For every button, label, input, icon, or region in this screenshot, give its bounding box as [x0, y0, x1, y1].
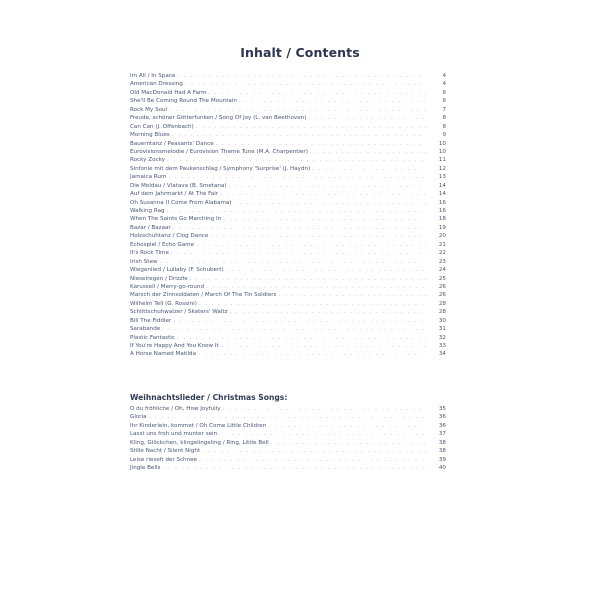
toc-entry-title: Im All / In Space: [130, 73, 176, 79]
toc-entry-page-number: 4: [442, 73, 446, 79]
toc-entry-title: Lasst uns froh und munter sein: [130, 431, 218, 438]
toc-entry: [130, 413, 446, 421]
dot-leader: [173, 317, 426, 325]
dot-leader: [234, 199, 426, 207]
toc-entry-title: Wiegenlied / Lullaby (F. Schubert): [130, 267, 224, 274]
toc-entry: [130, 215, 446, 223]
dot-leader: [177, 72, 426, 80]
toc-entry-page-number: 40: [438, 465, 446, 472]
dot-leader: [206, 283, 426, 291]
toc-entry: [130, 72, 446, 80]
toc-entry-page-number: 37: [438, 431, 446, 438]
page-title: Inhalt / Contents: [240, 45, 360, 60]
toc-entry-page-number: 36: [438, 422, 446, 429]
toc-entry-title: Plastic Fantastic: [130, 334, 175, 341]
dot-leader: [149, 413, 426, 421]
dot-leader: [171, 249, 426, 257]
toc-entry-title: Leise rieselt der Schnee: [130, 456, 197, 463]
toc-entry: [130, 232, 446, 240]
toc-entry-title: Kling, Glöckchen, klingelingeling / Ring, Little Bell: [130, 439, 269, 446]
toc-entry-page-number: 30: [438, 317, 446, 324]
dot-leader: [223, 405, 426, 413]
dot-leader: [312, 165, 426, 173]
toc-entry: [130, 148, 446, 156]
toc-entry: [130, 224, 446, 232]
toc-entry: [130, 140, 446, 148]
toc-entry-title: Freude, schöner Götterfunken / Song Of Joy (L. van Beethoven): [130, 115, 307, 122]
toc-entry: [130, 89, 446, 97]
toc-entry-page-number: 28: [438, 300, 446, 307]
dot-leader: [169, 106, 426, 114]
toc-entry: [130, 182, 446, 190]
toc-entry: [130, 325, 446, 333]
toc-entry-page-number: 14: [438, 182, 446, 189]
dot-leader: [210, 232, 426, 240]
toc-entry: [130, 106, 446, 114]
toc-entry-page-number: 32: [438, 334, 446, 341]
toc-entry-title: It's Rock Time: [130, 250, 169, 257]
toc-entry-page-number: 10: [438, 148, 446, 155]
dot-leader: [220, 190, 426, 198]
toc-entry-page-number: 28: [438, 309, 446, 316]
toc-entry-page-number: 8: [442, 123, 446, 130]
toc-entry: [130, 165, 446, 173]
toc-entry: [130, 456, 446, 464]
toc-entry: [130, 317, 446, 325]
toc-entry-title: A Horse Named Matilda: [130, 351, 197, 358]
toc-entry: [130, 422, 446, 430]
toc-entry: [130, 207, 446, 215]
toc-entry-page-number: 36: [438, 414, 446, 421]
toc-entry-title: Gloria: [130, 414, 147, 421]
toc-entry-title: Stille Nacht / Silent Night: [130, 448, 201, 455]
toc-entry: [130, 266, 446, 274]
dot-leader: [168, 173, 426, 181]
toc-entry-title: O du fröhliche / Oh, How Joyfully: [130, 406, 221, 412]
toc-entry: [130, 464, 446, 472]
toc-entry-title: Bill The Fiddler: [130, 317, 172, 324]
toc-entry-page-number: 8: [442, 115, 446, 122]
toc-entry-page-number: 24: [438, 267, 446, 274]
toc-entry-page-number: 23: [438, 258, 446, 265]
dot-leader: [167, 156, 426, 164]
christmas-section-heading: Weihnachtslieder / Christmas Songs:: [130, 393, 288, 402]
dot-leader: [196, 123, 426, 131]
toc-entry-page-number: 38: [438, 439, 446, 446]
toc-entry-page-number: 7: [442, 106, 446, 113]
toc-entry-page-number: 11: [438, 157, 446, 164]
toc-entry-title: Rocky Zocky: [130, 157, 165, 164]
toc-entry-title: Nieselregen / Drizzle: [130, 275, 188, 282]
toc-entry: [130, 249, 446, 257]
dot-leader: [198, 350, 426, 358]
dot-leader: [167, 207, 426, 215]
dot-leader: [190, 275, 426, 283]
toc-entry: [130, 156, 446, 164]
toc-entry-page-number: 9: [442, 132, 446, 139]
toc-entry-page-number: 26: [438, 283, 446, 290]
toc-entry-page-number: 18: [438, 216, 446, 223]
toc-entry-title: Rock My Soul: [130, 106, 168, 113]
toc-entry: [130, 405, 446, 413]
toc-entry-title: Ihr Kinderlein, kommet / Oh Come Little Children: [130, 422, 267, 429]
toc-entry: [130, 283, 446, 291]
toc-entry-page-number: 10: [438, 140, 446, 147]
contents-list: [130, 72, 446, 359]
toc-entry: [130, 131, 446, 139]
dot-leader: [219, 430, 426, 438]
toc-entry-title: Karussell / Merry-go-round: [130, 283, 204, 290]
dot-leader: [268, 422, 426, 430]
toc-entry-title: Holzschuhtanz / Clog Dance: [130, 233, 209, 240]
toc-entry: [130, 300, 446, 308]
toc-entry-page-number: 38: [438, 448, 446, 455]
dot-leader: [230, 308, 426, 316]
dot-leader: [209, 89, 426, 97]
dot-leader: [160, 258, 426, 266]
dot-leader: [173, 224, 426, 232]
toc-entry: [130, 80, 446, 88]
toc-entry-title: Morning Blues: [130, 132, 170, 139]
toc-entry-page-number: 19: [438, 224, 446, 231]
dot-leader: [162, 464, 426, 472]
toc-entry-page-number: 13: [438, 174, 446, 181]
dot-leader: [221, 342, 426, 350]
toc-entry-page-number: 16: [438, 208, 446, 214]
toc-entry-title: Auf dem Jahrmarkt / At The Fair: [130, 191, 219, 198]
christmas-contents-list: [130, 405, 446, 473]
dot-leader: [223, 215, 426, 223]
toc-entry-page-number: 33: [438, 343, 446, 349]
dot-leader: [185, 80, 426, 88]
toc-entry-title: Die Moldau / Vlatava (B. Smetana): [130, 182, 227, 189]
toc-entry-title: If You're Happy And You Know It: [130, 343, 219, 349]
toc-entry: [130, 350, 446, 358]
toc-entry: [130, 199, 446, 207]
toc-entry: [130, 439, 446, 447]
toc-entry-page-number: 4: [442, 81, 446, 88]
toc-entry-page-number: 6: [442, 89, 446, 96]
dot-leader: [308, 114, 426, 122]
toc-entry-title: Eurovisionsmelodie / Eurovision Theme Tune (M.A. Charpentier): [130, 148, 308, 155]
dot-leader: [271, 439, 426, 447]
toc-entry-title: Bauerntanz / Peasants' Dance: [130, 140, 214, 147]
dot-leader: [199, 456, 426, 464]
toc-entry: [130, 97, 446, 105]
toc-entry-title: Can Can (J. Offenbach): [130, 123, 194, 130]
toc-entry-title: Echospiel / Echo Game: [130, 241, 195, 248]
dot-leader: [216, 140, 426, 148]
toc-entry-title: Jingle Bells: [130, 465, 161, 472]
toc-entry: [130, 447, 446, 455]
toc-entry-page-number: 22: [438, 250, 446, 257]
dot-leader: [310, 148, 426, 156]
toc-entry-title: Marsch der Zinnsoldaten / March Of The Tin Soldiers: [130, 292, 277, 299]
toc-entry: [130, 291, 446, 299]
toc-entry: [130, 308, 446, 316]
dot-leader: [202, 447, 426, 455]
toc-entry-page-number: 20: [438, 233, 446, 240]
toc-entry-page-number: 21: [438, 241, 446, 248]
toc-entry-title: Jamaica Rum: [130, 174, 167, 181]
toc-entry-title: Wilhelm Tell (G. Rossini): [130, 300, 197, 307]
toc-entry: [130, 258, 446, 266]
toc-entry-page-number: 35: [438, 406, 446, 412]
toc-entry-title: Bazar / Bazaar: [130, 224, 171, 231]
dot-leader: [199, 300, 426, 308]
toc-entry: [130, 190, 446, 198]
toc-entry: [130, 275, 446, 283]
toc-entry-title: When The Saints Go Marching In: [130, 216, 222, 223]
toc-entry-title: Schlittschuhwalzer / Skaters' Waltz: [130, 309, 228, 316]
toc-entry-page-number: 39: [438, 456, 446, 463]
dot-leader: [229, 182, 426, 190]
toc-entry: [130, 430, 446, 438]
toc-entry-page-number: 31: [438, 326, 446, 333]
dot-leader: [226, 266, 426, 274]
toc-entry-title: Sinfonie mit dem Paukenschlag / Symphony 'Surprise' (J. Haydn): [130, 165, 311, 172]
toc-entry: [130, 334, 446, 342]
toc-entry-page-number: 16: [438, 199, 446, 206]
dot-leader: [196, 241, 426, 249]
toc-entry: [130, 241, 446, 249]
toc-entry-page-number: 6: [442, 98, 446, 105]
toc-entry-page-number: 25: [438, 275, 446, 282]
dot-leader: [172, 131, 426, 139]
toc-entry-title: Sarabande: [130, 326, 161, 333]
dot-leader: [162, 325, 426, 333]
toc-entry-title: Walking Rag: [130, 208, 165, 214]
toc-entry-title: Old MacDonald Had A Farm: [130, 89, 207, 96]
toc-entry-page-number: 14: [438, 191, 446, 198]
toc-entry-page-number: 12: [438, 165, 446, 172]
toc-entry: [130, 114, 446, 122]
dot-leader: [239, 97, 426, 105]
toc-entry-title: American Dressing: [130, 81, 183, 88]
toc-entry-title: Irish Stew: [130, 258, 158, 265]
toc-entry: [130, 342, 446, 350]
toc-entry-title: Oh Susanna (I Come From Alabama): [130, 199, 232, 206]
dot-leader: [278, 291, 426, 299]
toc-entry-title: She'll Be Coming Round The Mountain: [130, 98, 237, 105]
toc-entry-page-number: 34: [438, 351, 446, 358]
toc-entry: [130, 123, 446, 131]
toc-entry-page-number: 26: [438, 292, 446, 299]
toc-entry: [130, 173, 446, 181]
dot-leader: [177, 334, 426, 342]
